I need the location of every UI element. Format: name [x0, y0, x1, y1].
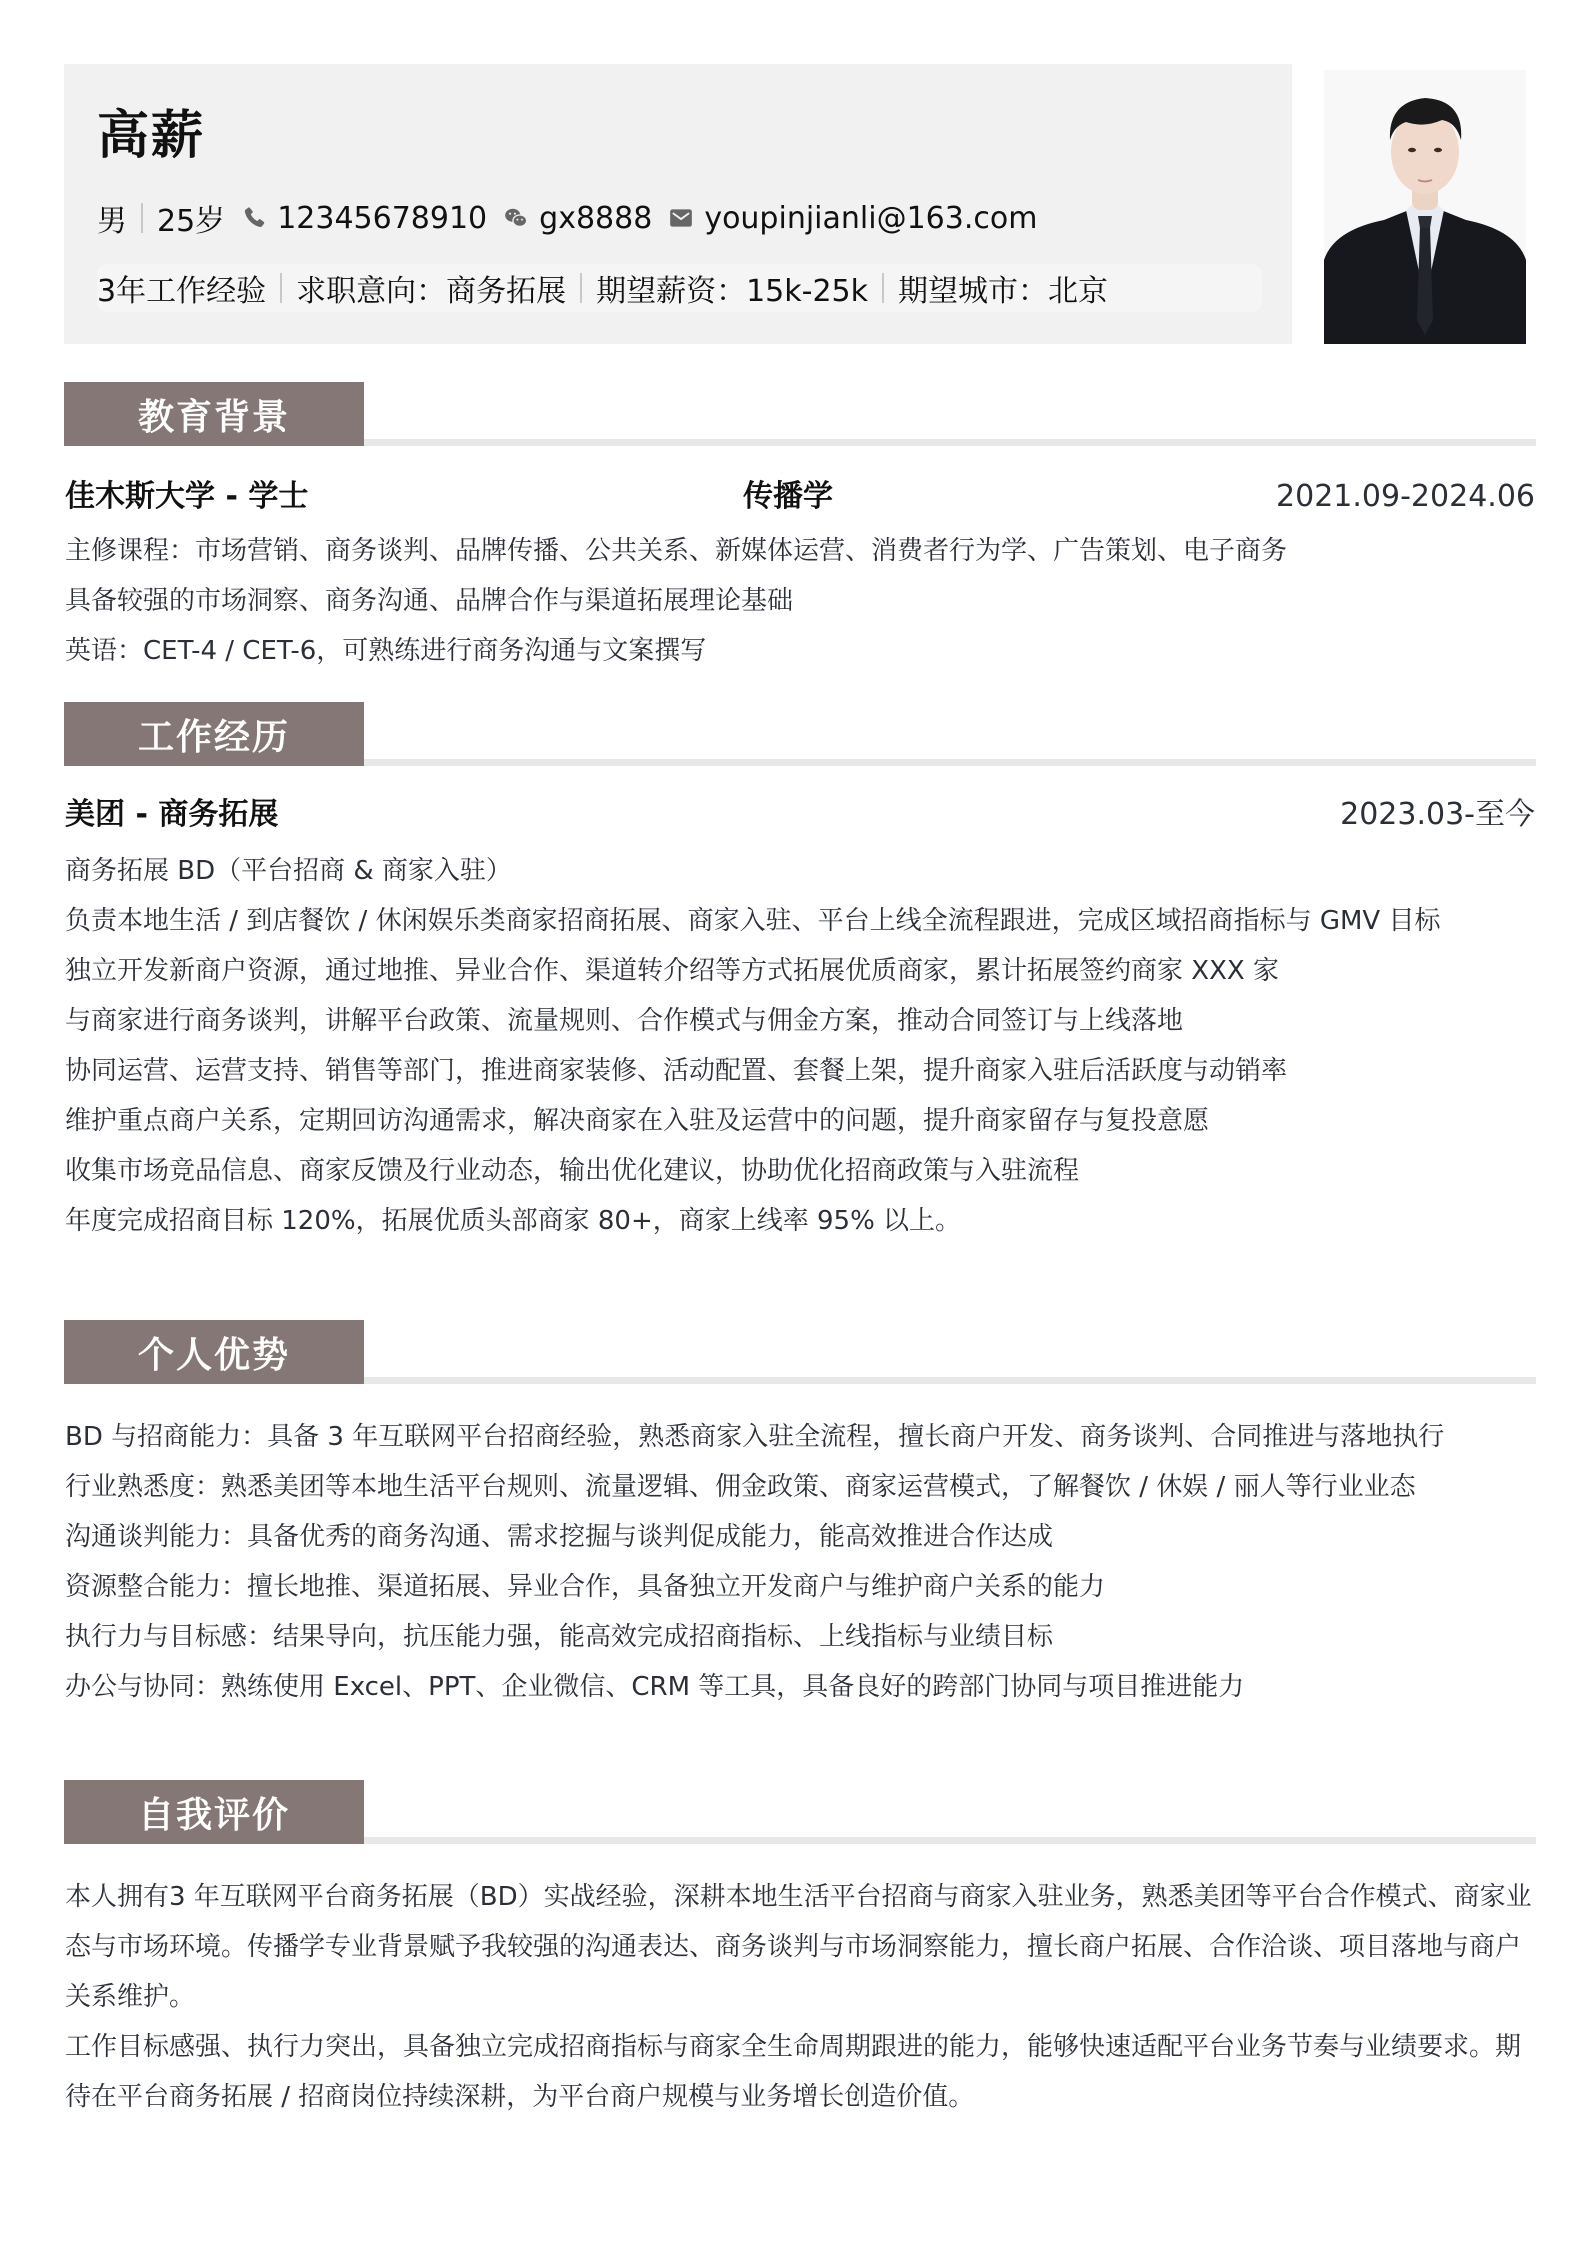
divider: [882, 273, 884, 303]
education-period: 2021.09-2024.06: [1276, 479, 1535, 514]
divider: [141, 203, 143, 233]
section-title: 教育背景: [64, 382, 364, 446]
city-tag: 期望城市：北京: [898, 274, 1109, 309]
work-period: 2023.03-至今: [1340, 797, 1535, 832]
strength-line: 执行力与目标感：结果导向，抗压能力强，能高效完成招商指标、上线指标与业绩目标: [65, 1622, 1054, 1652]
strength-line: 资源整合能力：擅长地推、渠道拓展、异业合作，具备独立开发商户与维护商户关系的能力: [65, 1572, 1106, 1602]
strength-line: 办公与协同：熟练使用 Excel、PPT、企业微信、CRM 等工具，具备良好的跨部门协同与项目推进能力: [65, 1672, 1245, 1702]
education-line: 具备较强的市场洞察、商务沟通、品牌合作与渠道拓展理论基础: [65, 586, 794, 616]
section-heading-strengths: [64, 1320, 1536, 1384]
strengths-details: [65, 1412, 1537, 1712]
section-rule: [364, 1377, 1536, 1384]
experience-tag: 3年工作经验: [97, 274, 267, 309]
self-evaluation-paragraph: 本人拥有3 年互联网平台商务拓展（BD）实战经验，深耕本地生活平台招商与商家入驻业务，熟悉美团等平台合作模式、商家业态与市场环境。传播学专业背景赋予我较强的沟通表达、商务谈判与市场洞察能力，擅长商户拓展、合作洽谈、项目落地与商户关系维护。: [65, 1882, 1532, 2012]
company-role: 美团 - 商务拓展: [65, 797, 279, 832]
section-title: 个人优势: [64, 1320, 364, 1384]
age: 25岁: [157, 204, 226, 239]
email-address[interactable]: youpinjianli@163.com: [704, 200, 1038, 236]
salary-tag: 期望薪资：15k-25k: [596, 274, 869, 309]
education-line: 英语：CET-4 / CET-6，可熟练进行商务沟通与文案撰写: [65, 636, 707, 666]
section-rule: [364, 439, 1536, 446]
section-heading-self-evaluation: [64, 1780, 1536, 1844]
section-rule: [364, 1837, 1536, 1844]
divider: [580, 273, 582, 303]
work-line: 负责本地生活 / 到店餐饮 / 休闲娱乐类商家招商拓展、商家入驻、平台上线全流程跟进，完成区域招商指标与 GMV 目标: [65, 906, 1441, 936]
phone-icon: [239, 203, 269, 233]
work-line: 独立开发新商户资源，通过地推、异业合作、渠道转介绍等方式拓展优质商家，累计拓展签约商家 XXX 家: [65, 956, 1279, 986]
candidate-name: 高薪: [97, 106, 206, 166]
job-preferences: [97, 264, 1262, 312]
contact-row: [97, 198, 1037, 238]
divider: [280, 273, 282, 303]
education-entry-header: [65, 472, 1535, 522]
major: 传播学: [743, 479, 833, 514]
profile-photo: [1324, 70, 1526, 344]
strength-line: 沟通谈判能力：具备优秀的商务沟通、需求挖掘与谈判促成能力，能高效推进合作达成: [65, 1522, 1054, 1552]
work-line: 与商家进行商务谈判，讲解平台政策、流量规则、合作模式与佣金方案，推动合同签订与上线落地: [65, 1006, 1184, 1036]
gender: 男: [97, 204, 127, 239]
education-line: 主修课程：市场营销、商务谈判、品牌传播、公共关系、新媒体运营、消费者行为学、广告策划、电子商务: [65, 536, 1288, 566]
strength-line: 行业熟悉度：熟悉美团等本地生活平台规则、流量逻辑、佣金政策、商家运营模式，了解餐饮 / 休娱 / 丽人等行业业态: [65, 1472, 1416, 1502]
work-details: [65, 846, 1537, 1246]
section-title: 工作经历: [64, 702, 364, 766]
intent-tag: 求职意向：商务拓展: [296, 274, 567, 309]
work-line: 协同运营、运营支持、销售等部门，推进商家装修、活动配置、套餐上架，提升商家入驻后活跃度与动销率: [65, 1056, 1288, 1086]
mail-icon: [666, 203, 696, 233]
school-degree: 佳木斯大学 - 学士: [65, 479, 309, 514]
section-heading-work: [64, 702, 1536, 766]
profile-header: [64, 64, 1292, 344]
work-entry-header: [65, 790, 1535, 840]
work-line: 维护重点商户关系，定期回访沟通需求，解决商家在入驻及运营中的问题，提升商家留存与复投意愿: [65, 1106, 1210, 1136]
education-details: [65, 526, 1537, 676]
section-heading-education: [64, 382, 1536, 446]
work-line: 年度完成招商目标 120%，拓展优质头部商家 80+，商家上线率 95% 以上。: [65, 1206, 962, 1236]
work-line: 收集市场竞品信息、商家反馈及行业动态，输出优化建议，协助优化招商政策与入驻流程: [65, 1156, 1080, 1186]
work-line: 商务拓展 BD（平台招商 & 商家入驻）: [65, 856, 512, 886]
section-title: 自我评价: [64, 1780, 364, 1844]
self-evaluation-details: [65, 1872, 1537, 2122]
self-evaluation-paragraph: 工作目标感强、执行力突出，具备独立完成招商指标与商家全生命周期跟进的能力，能够快速适配平台业务节奏与业绩要求。期待在平台商务拓展 / 招商岗位持续深耕，为平台商户规模与业务增长创造价值。: [65, 2032, 1522, 2112]
wechat-id[interactable]: gx8888: [539, 200, 653, 236]
phone-number[interactable]: 12345678910: [277, 200, 488, 236]
strength-line: BD 与招商能力：具备 3 年互联网平台招商经验，熟悉商家入驻全流程，擅长商户开发、商务谈判、合同推进与落地执行: [65, 1422, 1445, 1452]
wechat-icon: [501, 203, 531, 233]
section-rule: [364, 759, 1536, 766]
